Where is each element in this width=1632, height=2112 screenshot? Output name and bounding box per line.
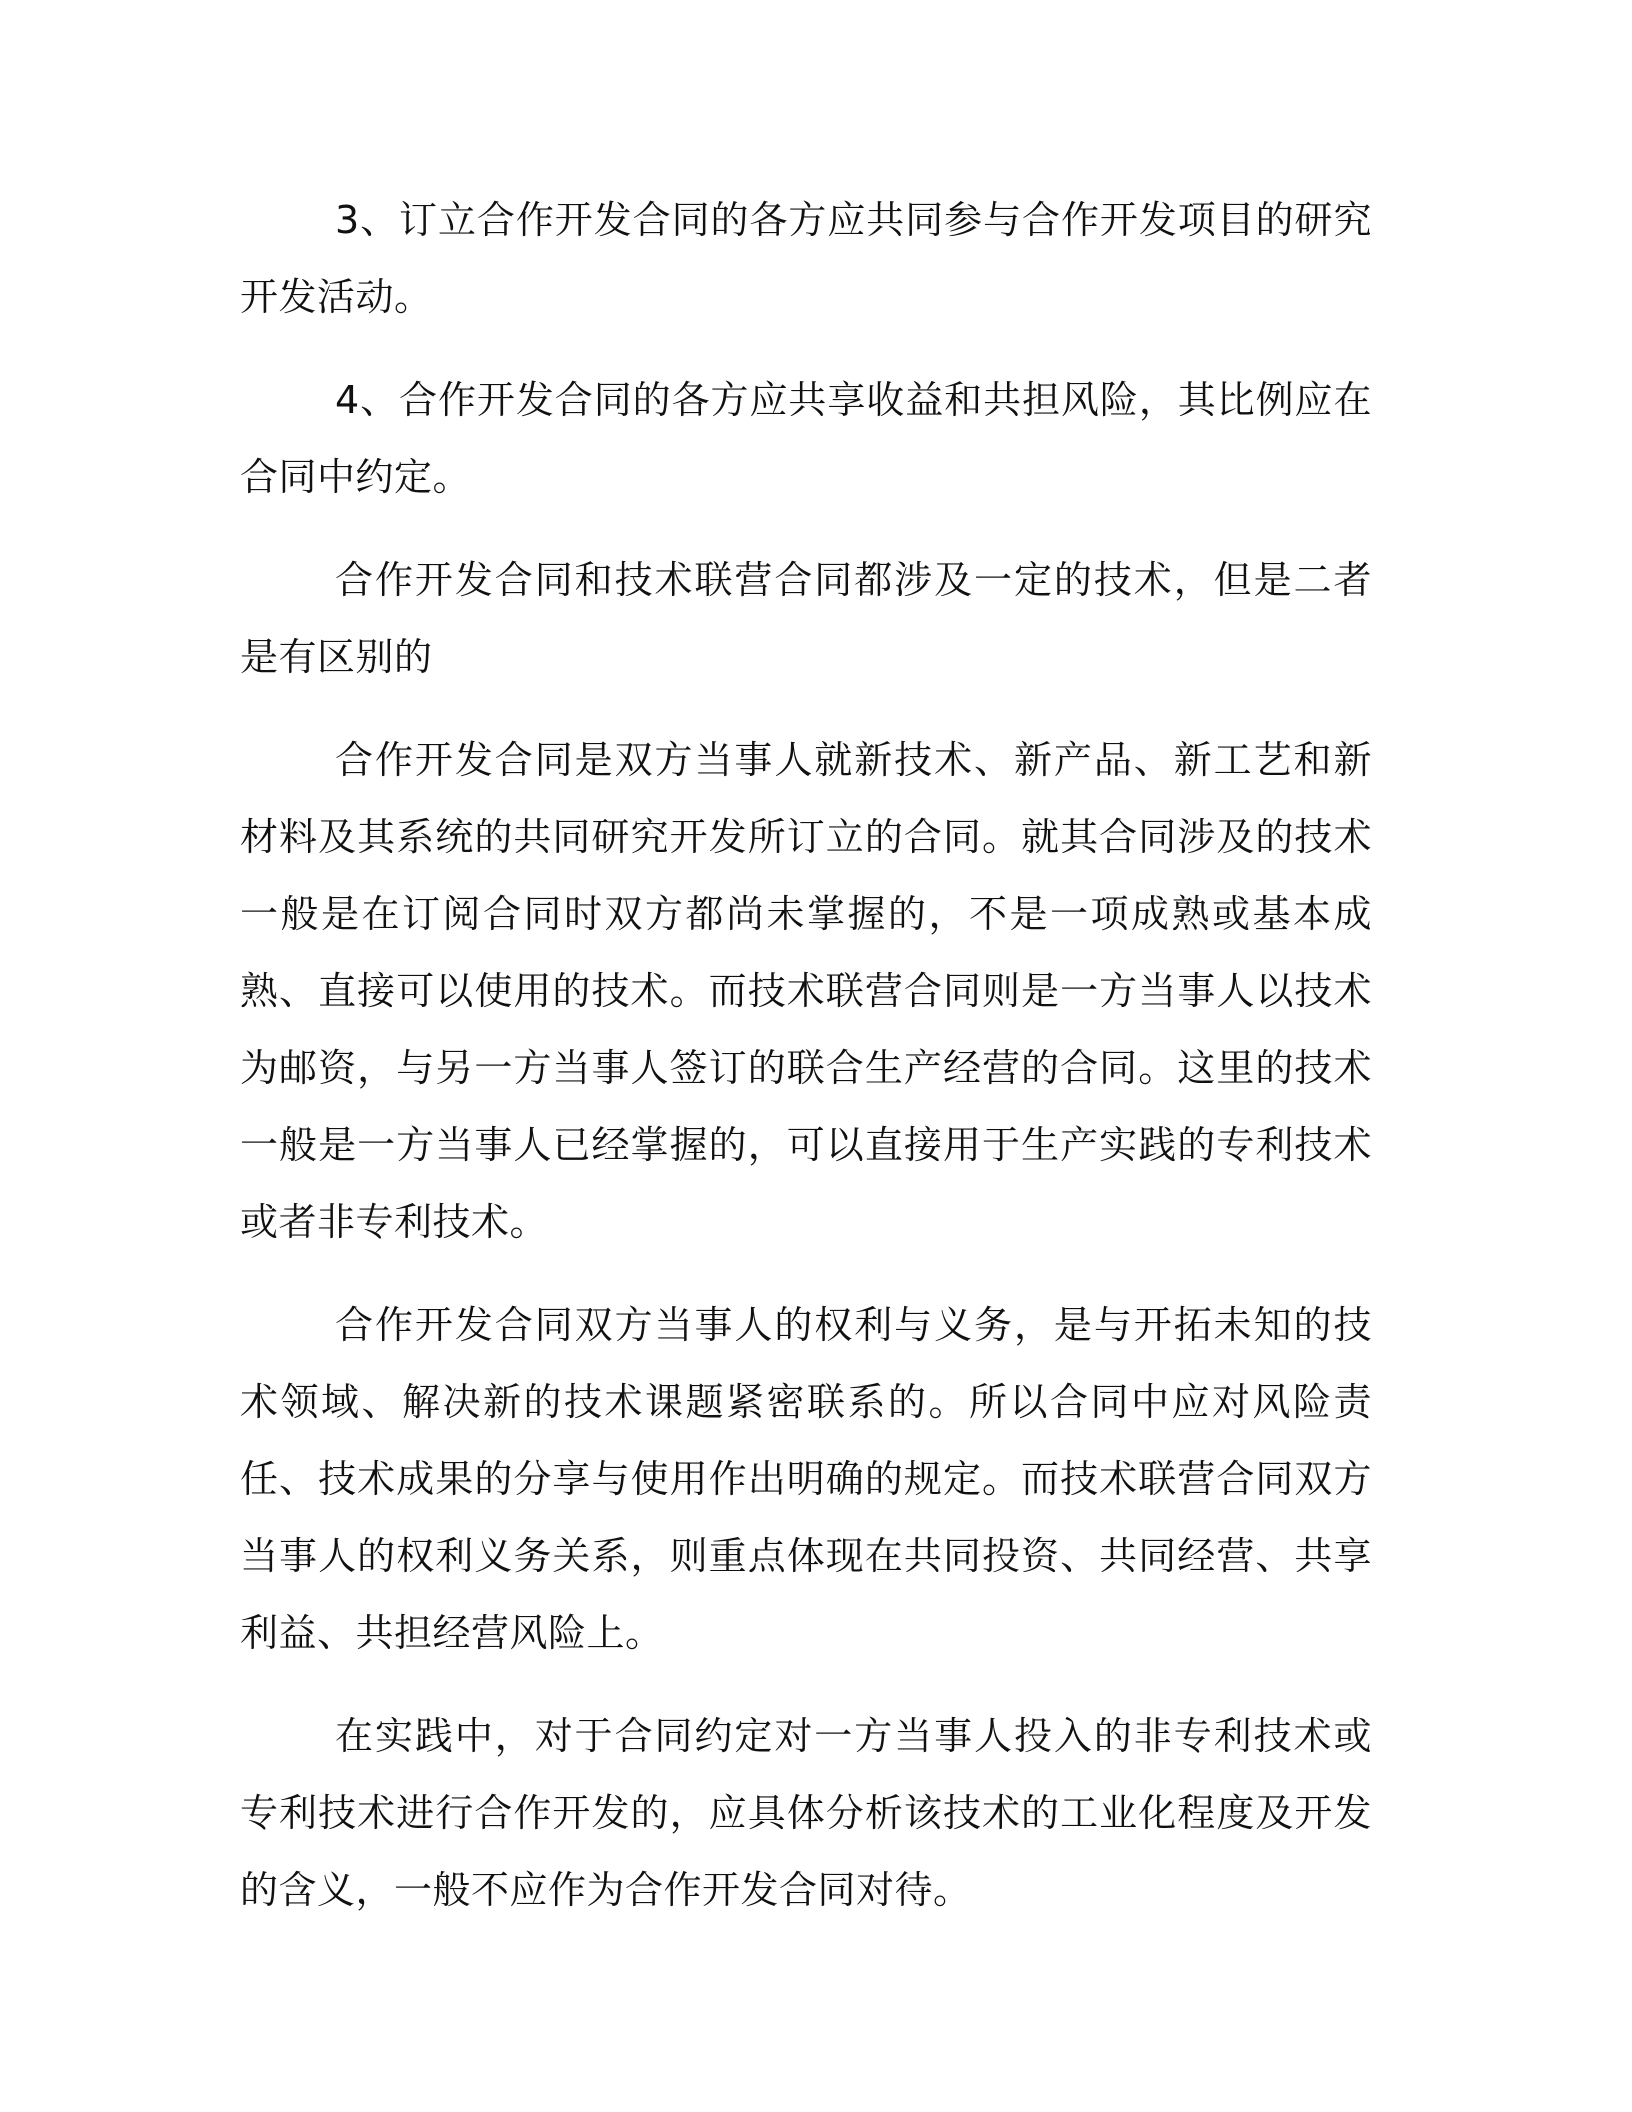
document-body	[240, 182, 1372, 1955]
paragraph-practice: 在实践中，对于合同约定对一方当事人投入的非专利技术或专利技术进行合作开发的，应具体分析该技术的工业化程度及开发的含义，一般不应作为合作开发合同对待。	[240, 1714, 1372, 1912]
paragraph-definition: 合作开发合同是双方当事人就新技术、新产品、新工艺和新材料及其系统的共同研究开发所订立的合同。就其合同涉及的技术一般是在订阅合同时双方都尚未掌握的，不是一项成熟或基本成熟、直接可以使用的技术。而技术联营合同则是一方当事人以技术为邮资，与另一方当事人签订的联合生产经营的合同。这里的技术一般是一方当事人已经掌握的，可以直接用于生产实践的专利技术或者非专利技术。	[240, 738, 1372, 1244]
paragraph-rights-obligations: 合作开发合同双方当事人的权利与义务，是与开拓未知的技术领域、解决新的技术课题紧密联系的。所以合同中应对风险责任、技术成果的分享与使用作出明确的规定。而技术联营合同双方当事人的权利义务关系，则重点体现在共同投资、共同经营、共享利益、共担经营风险上。	[240, 1303, 1372, 1655]
paragraph-clause-4: 4、合作开发合同的各方应共享收益和共担风险，其比例应在合同中约定。	[240, 378, 1372, 499]
paragraph-clause-3: 3、订立合作开发合同的各方应共同参与合作开发项目的研究开发活动。	[240, 198, 1372, 319]
paragraph-distinction-intro: 合作开发合同和技术联营合同都涉及一定的技术，但是二者是有区别的	[240, 558, 1372, 679]
